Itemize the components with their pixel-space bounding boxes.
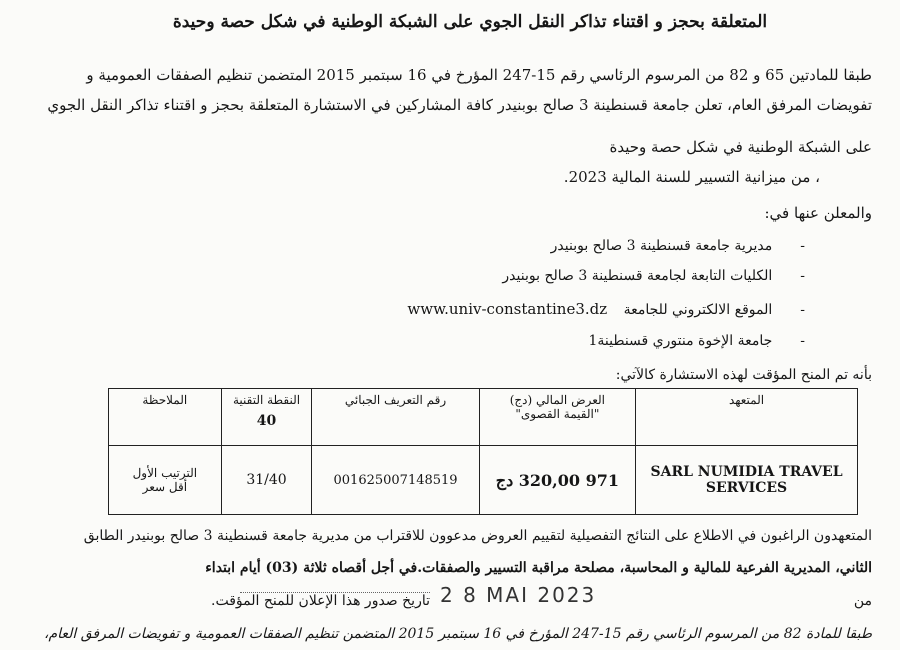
- list-item: [551, 238, 805, 254]
- header-tech: [221, 389, 312, 446]
- cell-note: [109, 446, 222, 515]
- tax-id: 001625007148519: [333, 472, 458, 488]
- intro-line-1: طبقا للمادتين 65 و 82 من المرسوم الرئاسي رقم 15-247 المؤرخ في 16 سبتمبر 2015 المتضمن تنظيم الصفقات العمومية و: [86, 66, 872, 84]
- bidder-name-line-1: SARL NUMIDIA TRAVEL: [650, 464, 843, 480]
- ranking-note: الترتيب الأول: [132, 466, 198, 480]
- bullet-dash: -: [800, 302, 805, 318]
- document-title: المتعلقة بحجز و اقتناء تذاكر النقل الجوي على الشبكة الوطنية في شكل حصة وحيدة: [172, 12, 768, 32]
- technical-score: 31/40: [246, 472, 287, 488]
- header-tech-max: 40: [256, 413, 277, 429]
- list-item: [502, 268, 805, 284]
- cell-tech: [221, 446, 312, 515]
- header-note: الملاحظة: [109, 389, 222, 446]
- list-item-text: جامعة الإخوة منتوري قسنطينة1: [588, 333, 773, 349]
- list-item-text: مديرية جامعة قسنطينة 3 صالح بوبنيدر: [550, 238, 773, 254]
- closing-line-1: المتعهدون الراغبون في الاطلاع على النتائج التفصيلية لتقييم العروض مدعوون للاقتراب من مديرية جامعة قسنطينة 3 صالح بوبنيدر الطابق: [83, 528, 872, 544]
- closing-line-2: الثاني، المديرية الفرعية للمالية و المحاسبة، مصلحة مراقبة التسيير والصفقات.في أجل أقصاه ثلاثة (03) أيام ابتداء: [205, 560, 872, 576]
- header-tech-label: النقطة التقنية: [232, 393, 301, 407]
- bullet-dash: -: [800, 238, 805, 254]
- list-item: [407, 300, 805, 318]
- bullet-dash: -: [800, 333, 805, 349]
- header-nif: رقم التعريف الجبائي: [312, 389, 479, 446]
- list-item-text: الموقع الالكتروني للجامعة: [623, 302, 773, 318]
- table-intro: بأنه تم المنح المؤقت لهذه الاستشارة كالآتي:: [615, 367, 872, 383]
- table-header-row: [109, 389, 858, 446]
- cell-amount: [479, 446, 635, 515]
- intro-line-3: على الشبكة الوطنية في شكل حصة وحيدة: [609, 138, 872, 156]
- list-item-text: الكليات التابعة لجامعة قسنطينة 3 صالح بوبنيدر: [502, 268, 773, 284]
- university-website-link[interactable]: www.univ-constantine3.dz: [407, 300, 608, 318]
- list-item: [588, 333, 805, 349]
- header-offer: [479, 389, 635, 446]
- header-bidder: المتعهد: [636, 389, 858, 446]
- intro-line-2: تفويضات المرفق العام، تعلن جامعة قسنطينة 3 صالح بوبنيدر كافة المشاركين في الاستشارة المتعلقة بحجز و اقتناء تذاكر النقل الجوي: [47, 96, 872, 114]
- intro-line-5: والمعلن عنها في:: [764, 204, 872, 222]
- offer-amount: 971 320,00 دج: [495, 470, 619, 490]
- date-stamp: 2 8 MAI 2023: [440, 583, 597, 607]
- bidder-name-line-2: SERVICES: [705, 480, 788, 496]
- table-row: [109, 446, 858, 515]
- bullet-dash: -: [800, 268, 805, 284]
- header-offer-sub: "القيمة القصوى": [515, 407, 600, 421]
- price-note: أقل سعر: [142, 480, 188, 494]
- closing-line-3-from: من: [853, 593, 872, 609]
- closing-line-3: تاريخ صدور هذا الإعلان للمنح المؤقت.: [211, 593, 430, 609]
- header-offer-label: العرض المالي (دج): [509, 393, 605, 407]
- closing-line-4: طبقا للمادة 82 من المرسوم الرئاسي رقم 15-247 المؤرخ في 16 سبتمبر 2015 المتضمن تنظيم الصفقات العمومية و تفويضات المرفق العام،: [43, 626, 872, 642]
- provisional-award-table: [108, 388, 858, 515]
- cell-bidder: [636, 446, 858, 515]
- intro-line-4: ، من ميزانية التسيير للسنة المالية 2023.: [563, 168, 820, 186]
- cell-nif: [312, 446, 479, 515]
